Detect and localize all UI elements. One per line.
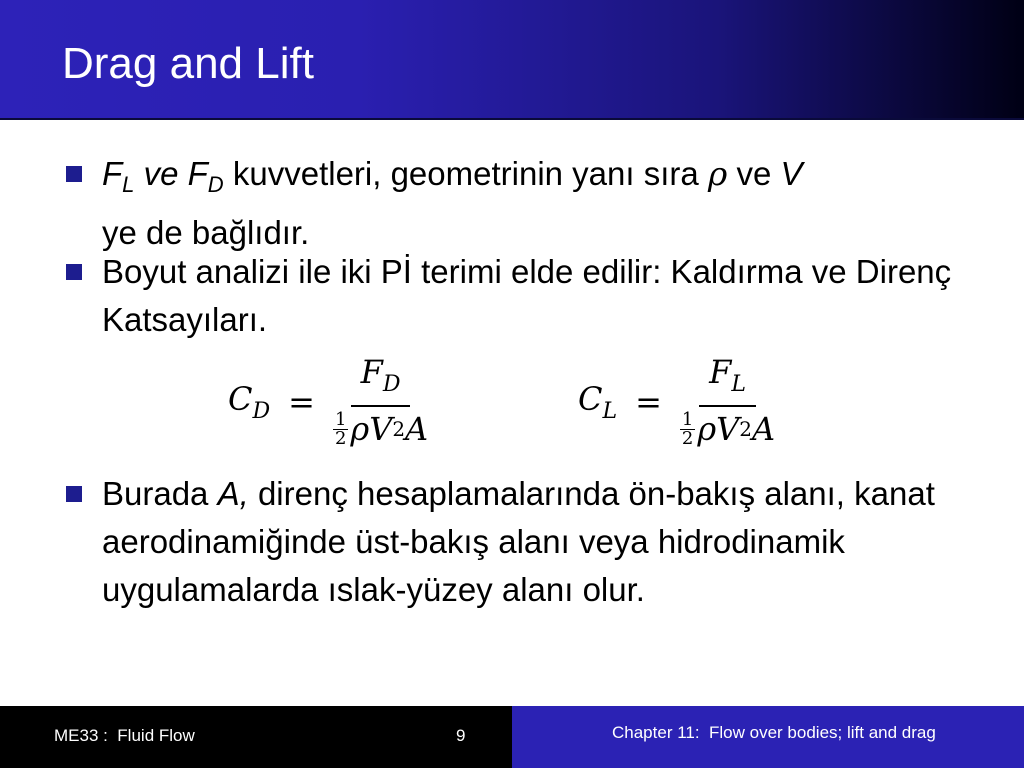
footer-left (0, 706, 512, 768)
cd-numerator (351, 352, 411, 407)
bullet-3-text (102, 470, 972, 614)
one-half (680, 408, 695, 449)
cd-denominator (333, 407, 428, 451)
bullet-3-segment-b: direnç hesaplamalarında ön-bakış alanı, kanat aerodinamiğinde üst-bakış alanı veya hidrodinamik uygulamalarda ıslak-yüzey alanı olur. (102, 475, 935, 608)
bullet-1-text (102, 150, 972, 257)
v-symbol: V (716, 410, 740, 448)
bullet-1-segment-2: ye de bağlıdır. (102, 214, 310, 251)
course-label: ME33 : Fluid Flow (54, 726, 195, 745)
half-num: 1 (334, 408, 347, 430)
rho-symbol: ρ (707, 154, 728, 193)
v-symbol: V (369, 410, 393, 448)
cd-subscript: D (252, 398, 271, 424)
fl-subscript: L (122, 172, 135, 197)
rho-symbol: ρ (350, 410, 370, 448)
cl-fraction (680, 352, 775, 451)
cl-denominator (680, 407, 775, 451)
one-half (333, 408, 348, 449)
bullet-2-text: Boyut analizi ile iki Pİ terimi elde edilir: Kaldırma ve Direnç Katsayıları. (102, 253, 952, 338)
a-symbol: A (405, 410, 429, 448)
half-den: 2 (334, 427, 347, 449)
footer-right (512, 706, 1024, 768)
cl-num-sub: L (731, 372, 746, 397)
bullet-square-icon (66, 486, 82, 502)
half-num: 1 (681, 408, 694, 430)
cd-num-sub: D (382, 372, 401, 397)
exponent: 2 (739, 417, 753, 441)
v-symbol: V (780, 155, 803, 192)
bullet-3-segment-a: Burada (102, 475, 209, 512)
cl-symbol: C (578, 379, 603, 418)
slide-body (0, 120, 1024, 706)
ve-word: ve (736, 155, 772, 192)
chapter-label: Chapter 11: Flow over bodies; lift and drag (612, 723, 936, 742)
fd-subscript: D (207, 172, 224, 197)
bullet-square-icon (66, 166, 82, 182)
lift-coefficient-formula (578, 352, 775, 451)
cl-numerator (699, 352, 756, 407)
bullet-square-icon (66, 264, 82, 280)
slide-header (0, 0, 1024, 120)
rho-symbol: ρ (697, 410, 717, 448)
cd-symbol: C (228, 379, 253, 418)
page-number: 9 (456, 726, 466, 745)
equals-sign: = (635, 382, 662, 421)
a-symbol: A, (217, 475, 249, 512)
slide-title: Drag and Lift (62, 39, 314, 88)
a-symbol: A (752, 410, 776, 448)
drag-coefficient-formula (228, 352, 428, 451)
exponent: 2 (392, 417, 406, 441)
cl-subscript: L (602, 398, 618, 424)
half-den: 2 (681, 427, 694, 449)
fd-symbol: F (187, 155, 208, 192)
fl-symbol: F (102, 155, 123, 192)
bullet-1-segment: kuvvetleri, geometrinin yanı sıra (232, 155, 699, 192)
cl-num-f: F (709, 353, 732, 391)
equals-sign: = (288, 382, 315, 421)
cd-fraction (333, 352, 428, 451)
cd-num-f: F (360, 353, 383, 391)
ve-italic: ve (143, 155, 179, 192)
